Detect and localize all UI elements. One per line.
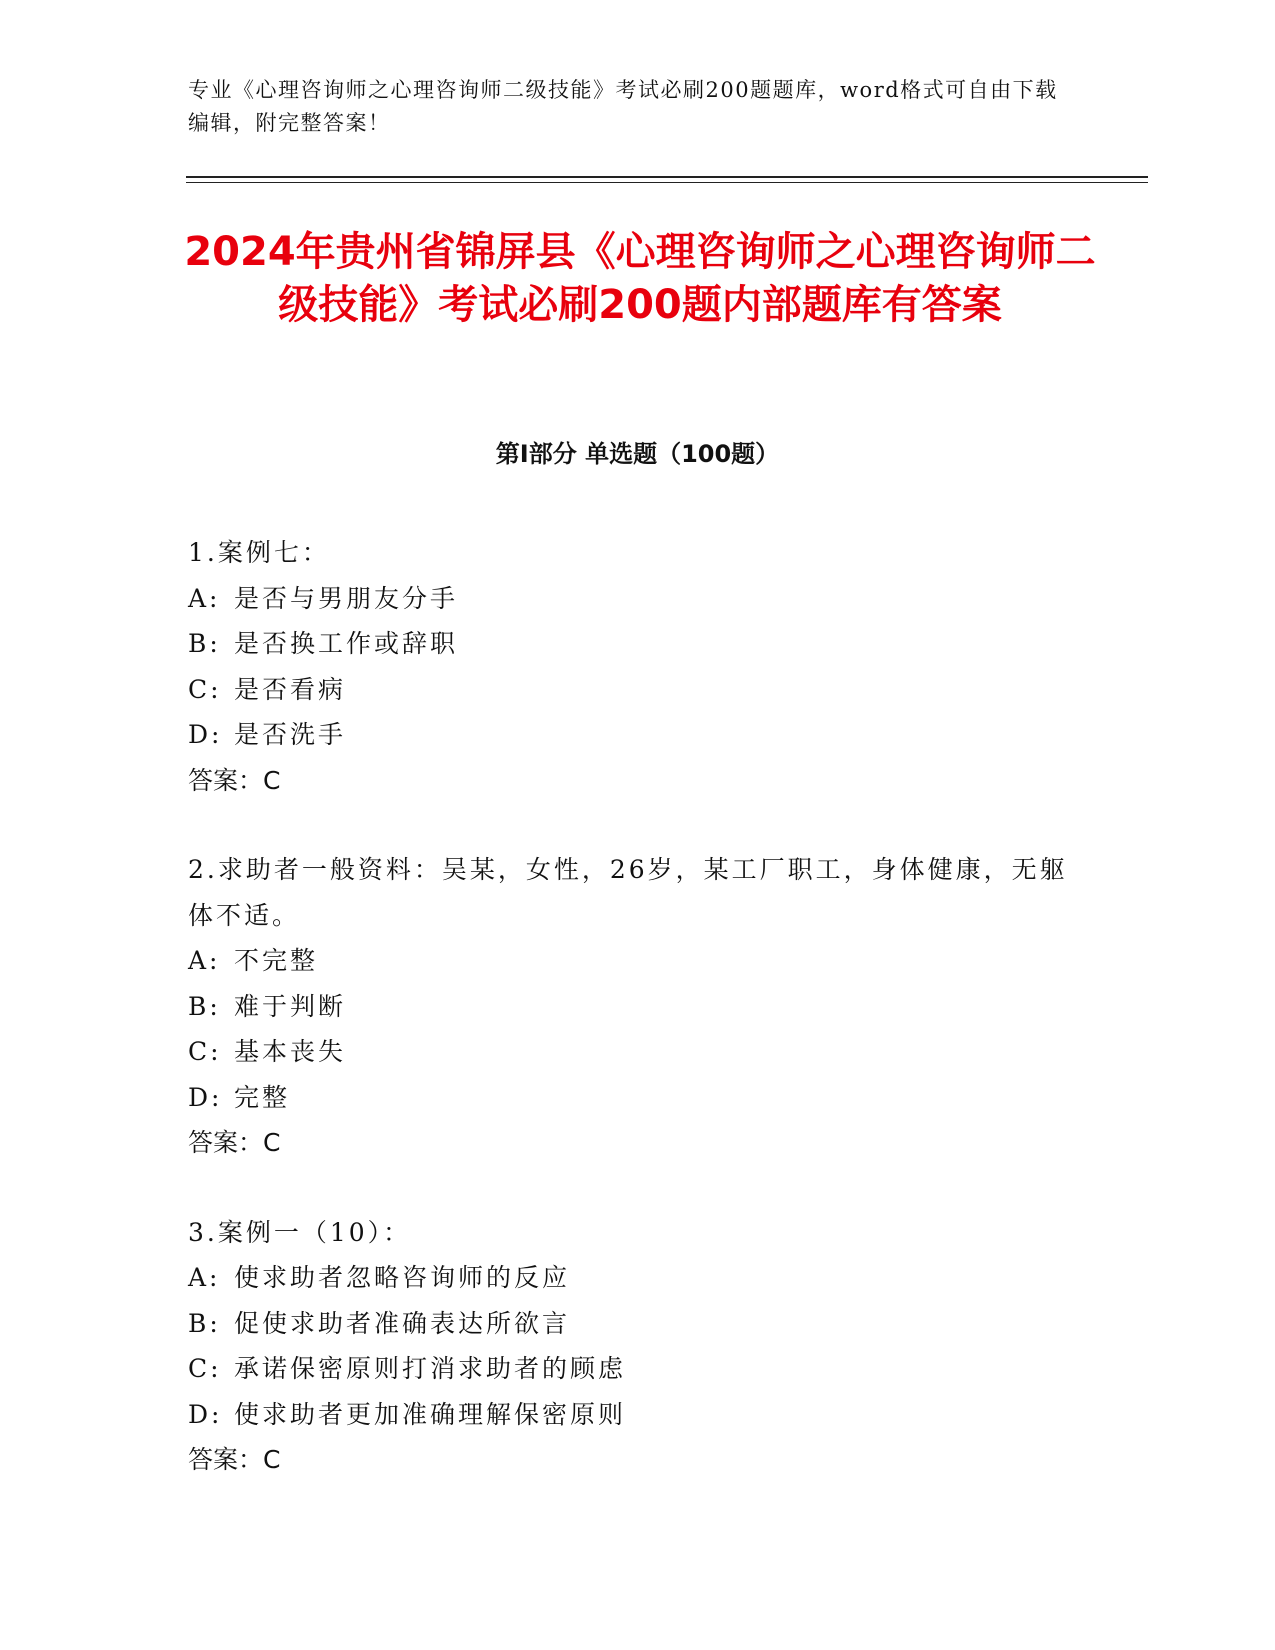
option-key: B: (188, 1308, 221, 1338)
option-key: C: (188, 674, 222, 704)
option-key: B: (188, 991, 221, 1021)
option-text: 基本丧失 (234, 1037, 347, 1066)
document-title: 2024年贵州省锦屏县《心理咨询师之心理咨询师二级技能》考试必刷200题内部题库有答案 (184, 229, 1096, 328)
option-a (188, 938, 1068, 984)
option-a (188, 576, 1068, 622)
option-c (188, 667, 1068, 713)
option-b (188, 621, 1068, 667)
header-note: 专业《心理咨询师之心理咨询师二级技能》考试必刷200题题库，word格式可自由下载编辑，附完整答案！ (188, 78, 1058, 135)
option-d (188, 1392, 1068, 1438)
question-stem: 2.求助者一般资料：吴某，女性，26岁，某工厂职工，身体健康，无躯体不适。 (188, 855, 1068, 930)
question-3 (188, 1210, 1068, 1483)
option-key: D: (188, 1082, 223, 1112)
question-1 (188, 530, 1068, 803)
answer: 答案：C (188, 1128, 281, 1157)
option-a (188, 1255, 1068, 1301)
option-d (188, 1075, 1068, 1121)
answer: 答案：C (188, 1445, 281, 1474)
option-key: A: (188, 946, 221, 975)
question-stem: 3.案例一（10）： (188, 1217, 412, 1247)
option-text: 不完整 (234, 946, 319, 975)
answer: 答案：C (188, 765, 281, 795)
option-b (188, 1301, 1068, 1347)
option-key: D: (188, 1399, 223, 1429)
option-b (188, 984, 1068, 1030)
option-key: A: (188, 1263, 221, 1292)
option-text: 难于判断 (234, 991, 347, 1021)
option-key: B: (188, 629, 221, 658)
option-key: C: (188, 1037, 222, 1066)
section-title: 第Ⅰ部分 单选题（100题） (495, 440, 780, 468)
option-text: 使求助者忽略咨询师的反应 (234, 1263, 571, 1292)
option-key: D: (188, 720, 223, 749)
option-d (188, 712, 1068, 758)
header-rule-thin (186, 182, 1148, 183)
option-text: 是否看病 (234, 674, 347, 704)
header-rule-thick (186, 176, 1148, 178)
option-text: 是否洗手 (234, 720, 347, 749)
question-2 (188, 847, 1068, 1166)
option-text: 促使求助者准确表达所欲言 (234, 1308, 571, 1338)
option-key: C: (188, 1354, 222, 1383)
option-key: A: (188, 583, 221, 613)
question-list (188, 530, 1068, 1527)
option-c (188, 1346, 1068, 1392)
question-stem: 1.案例七： (188, 538, 330, 567)
option-text: 完整 (234, 1082, 291, 1112)
option-text: 承诺保密原则打消求助者的顾虑 (234, 1354, 627, 1383)
option-text: 是否与男朋友分手 (234, 583, 459, 613)
option-text: 使求助者更加准确理解保密原则 (234, 1399, 627, 1429)
option-c (188, 1029, 1068, 1075)
option-text: 是否换工作或辞职 (234, 629, 459, 658)
